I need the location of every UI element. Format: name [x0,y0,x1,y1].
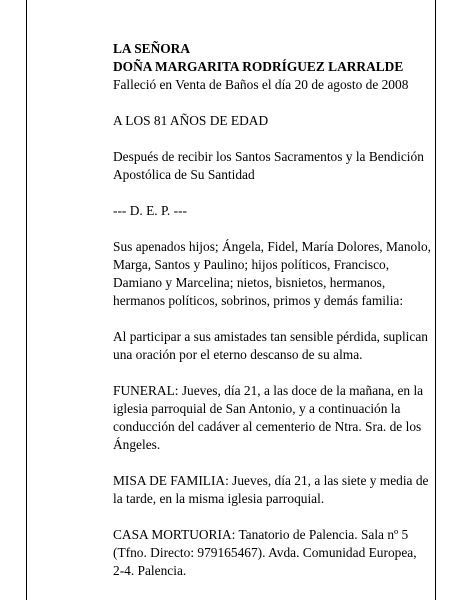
prayer-request-paragraph: Al participar a sus amistades tan sensible pérdida, suplican una oración por el eterno descanso de su alma. [113,329,428,362]
rip-line: --- D. E. P. --- [113,203,188,218]
notice-title-name: DOÑA MARGARITA RODRÍGUEZ LARRALDE [113,59,404,74]
family-paragraph: Sus apenados hijos; Ángela, Fidel, María Dolores, Manolo, Marga, Santos y Paulino; hijos políticos, Francisco, Damiano y Marcelina; nietos, bisnietos, hermanos, hermanos políticos, sobrinos, primos y demás familia: [113,239,431,308]
mortuary-paragraph: CASA MORTUORIA: Tanatorio de Palencia. Sala nº 5 (Tfno. Directo: 979165467). Avda. Comunidad Europea, 2-4. Palencia. [113,527,417,578]
age-line: A LOS 81 AÑOS DE EDAD [113,113,269,128]
death-details: Falleció en Venta de Baños el día 20 de agosto de 2008 [113,77,409,92]
sacraments-paragraph: Después de recibir los Santos Sacramentos y la Bendición Apostólica de Su Santidad [113,149,424,182]
funeral-paragraph: FUNERAL: Jueves, día 21, a las doce de la mañana, en la iglesia parroquial de San Antonio, y a continuación la conducción del cadáver al cementerio de Ntra. Sra. de los Ángeles. [113,383,424,452]
family-mass-paragraph: MISA DE FAMILIA: Jueves, día 21, a las siete y media de la tarde, en la misma iglesia parroquial. [113,473,429,506]
notice-title-honorific: LA SEÑORA [113,41,191,56]
obituary-notice [113,40,431,580]
